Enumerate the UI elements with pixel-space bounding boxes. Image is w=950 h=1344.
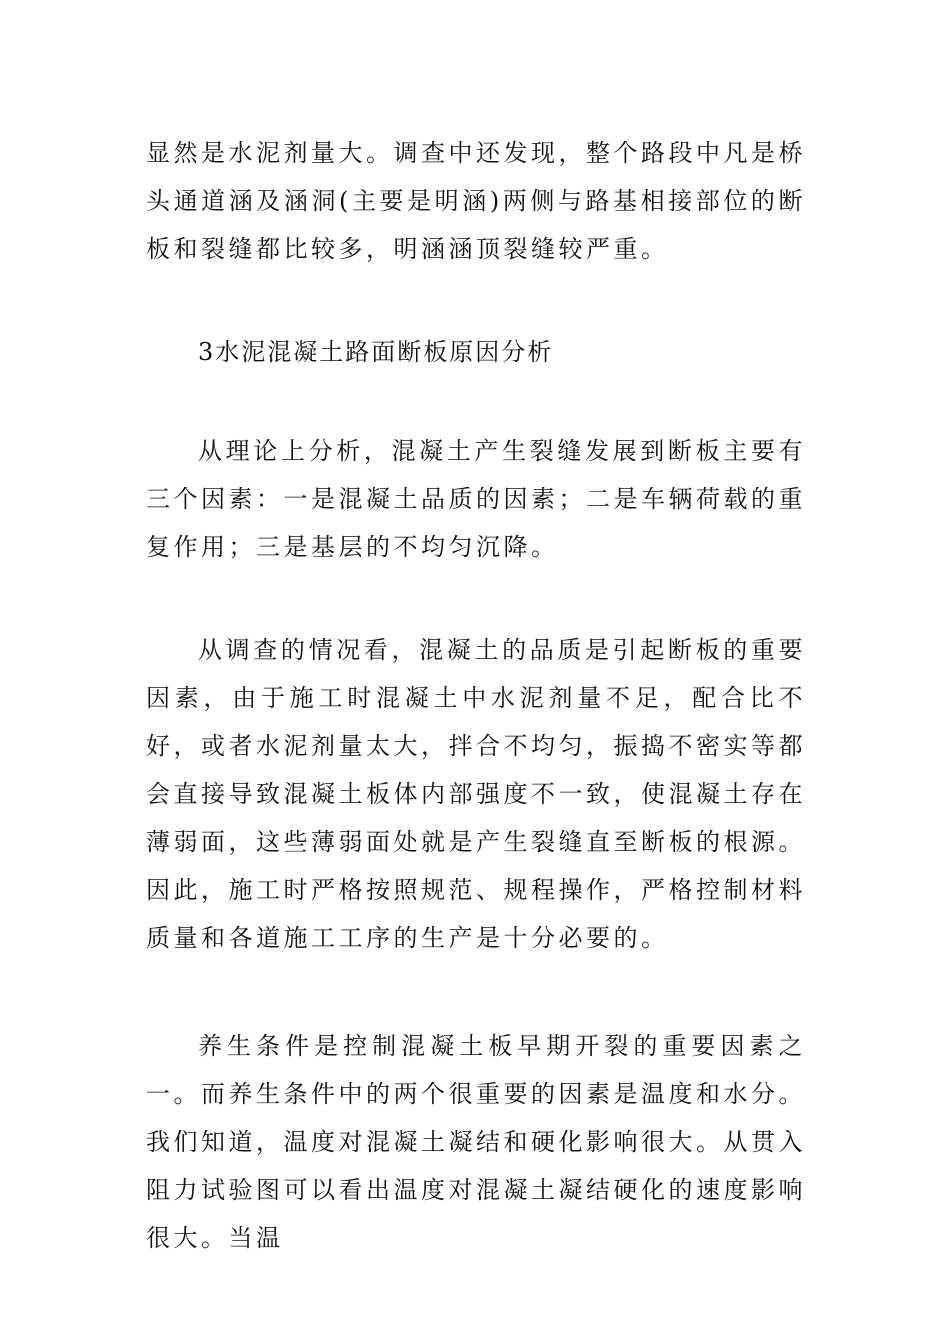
section-heading: 3水泥混凝土路面断板原因分析 xyxy=(198,338,554,366)
paragraph-theory: 从理论上分析，混凝土产生裂缝发展到断板主要有三个因素：一是混凝土品质的因素；二是车辆荷载的重复作用；三是基层的不均匀沉降。 xyxy=(146,437,806,561)
paragraph-continued: 显然是水泥剂量大。调查中还发现，整个路段中凡是桥头通道涵及涵洞(主要是明涵)两侧与路基相接部位的断板和裂缝都比较多，明涵涵顶裂缝较严重。 xyxy=(146,139,806,263)
paragraph-quality: 从调查的情况看，混凝土的品质是引起断板的重要因素，由于施工时混凝土中水泥剂量不足，配合比不好，或者水泥剂量太大，拌合不均匀，振捣不密实等都会直接导致混凝土板体内部强度不一致，使混凝土存在薄弱面，这些薄弱面处就是产生裂缝直至断板的根源。因此，施工时严格按照规范、规程操作，严格控制材料质量和各道施工工序的生产是十分必要的。 xyxy=(146,636,806,952)
paragraph-curing: 养生条件是控制混凝土板早期开裂的重要因素之一。而养生条件中的两个很重要的因素是温度和水分。我们知道，温度对混凝土凝结和硬化影响很大。从贯入阻力试验图可以看出温度对混凝土凝结硬化的速度影响很大。当温 xyxy=(146,1032,806,1252)
